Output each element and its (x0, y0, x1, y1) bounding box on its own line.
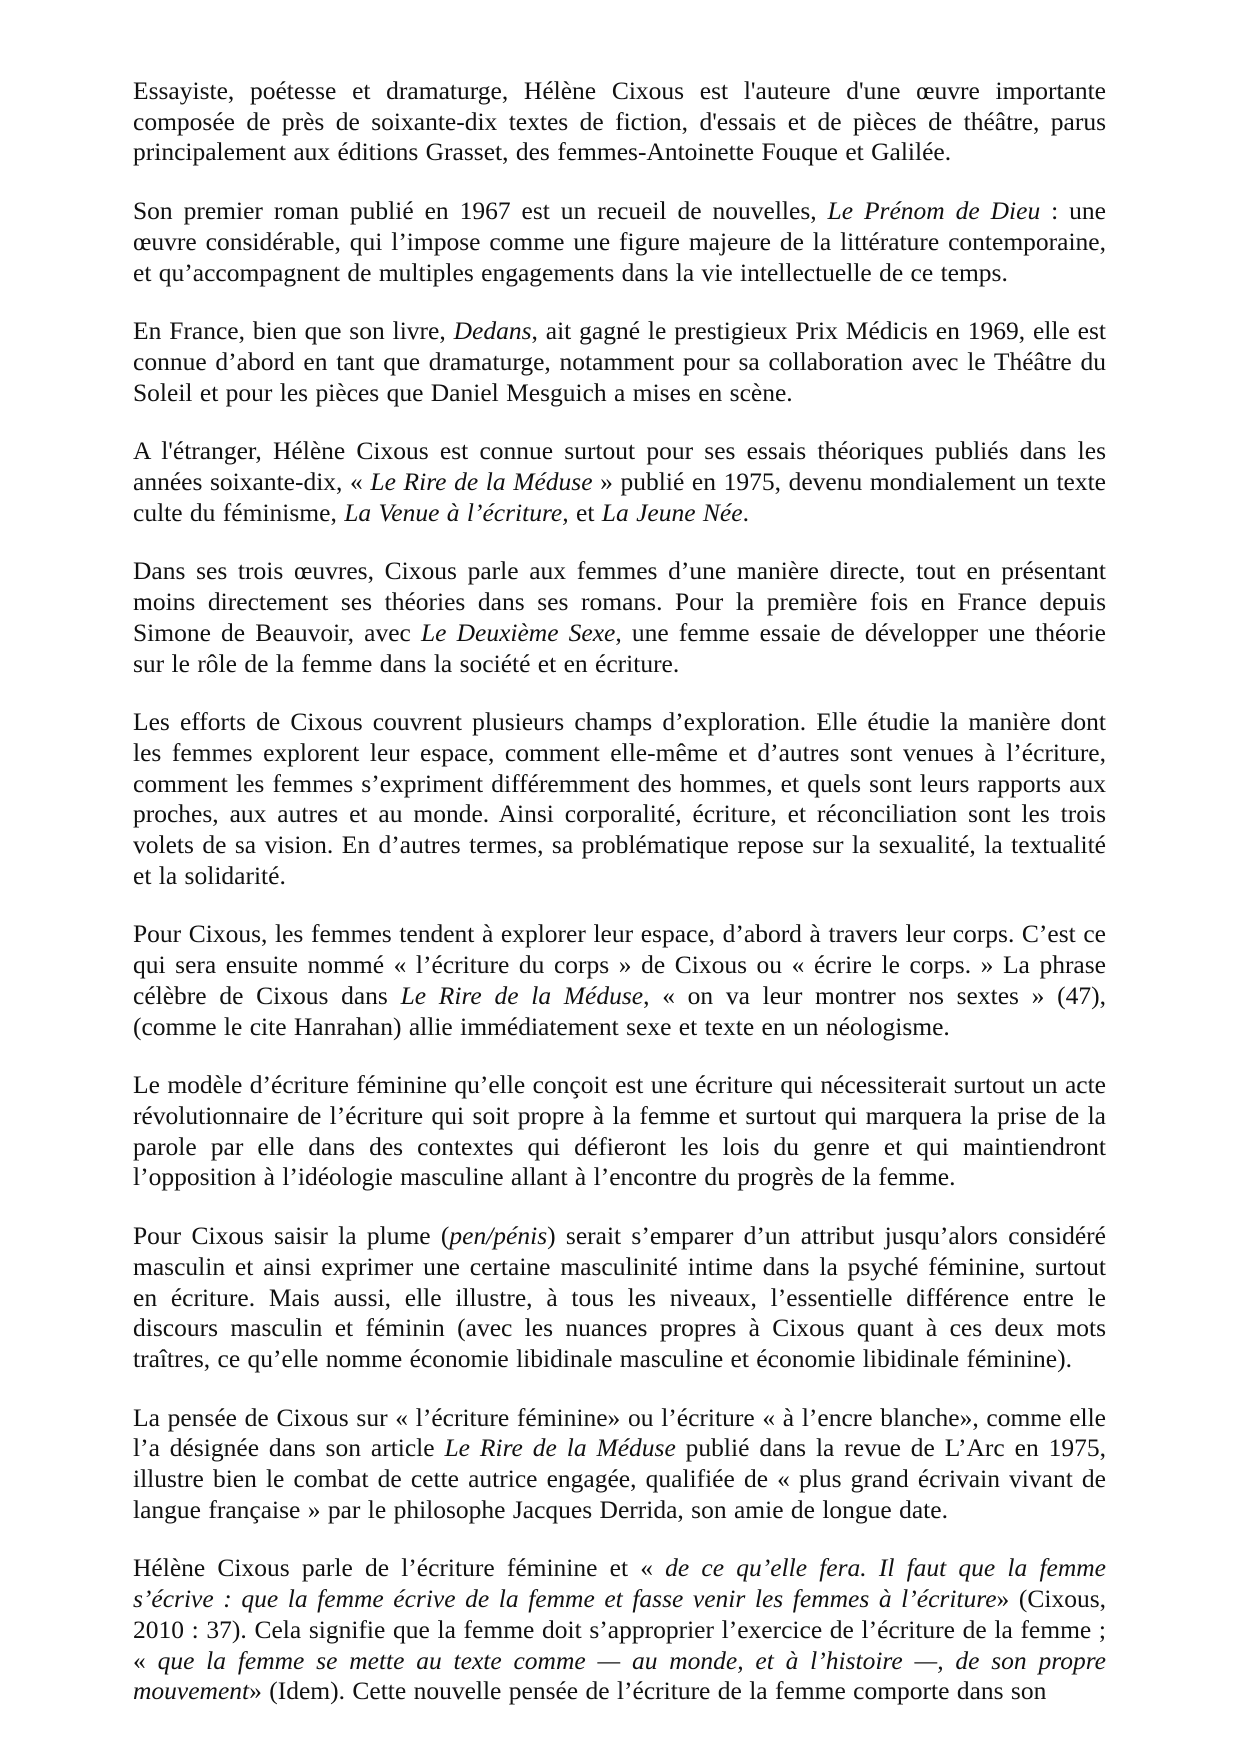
text-run: Dans ses trois œuvres, Cixous parle aux femmes d’une manière directe, tout en présentant moins directement ses théories dans ses romans. Pour la première fois en France depuis Simone de Beauvoir, avec (133, 556, 1106, 647)
text-run: Le modèle d’écriture féminine qu’elle conçoit est une écriture qui nécessiterait surtout un acte révolutionnaire de l’écriture qui soit propre à la femme et surtout qui marquera la prise de la parole par elle dans des contextes qui défieront les lois du genre et qui maintiendront l’opposition à l’idéologie masculine allant à l’encontre du progrès de la femme. (133, 1070, 1106, 1192)
text-run: La pensée de Cixous sur « l’écriture féminine» ou l’écriture « à l’encre blanche», comme elle l’a désignée dans son article (133, 1402, 1106, 1463)
italic-text-run: La Jeune Née (601, 497, 743, 527)
text-run: et (568, 497, 602, 527)
italic-text-run: Le Rire de la Méduse (370, 467, 593, 497)
paragraph (133, 919, 1106, 1042)
paragraph (133, 556, 1106, 679)
italic-text-run: Le Rire de la Méduse (400, 980, 644, 1010)
paragraph (133, 436, 1106, 528)
text-run: » (Cixous, 2010 : 37). Cela signifie que la femme doit s’approprier l’exercice de l’écriture de la femme ; « (133, 1584, 1106, 1675)
text-run: A l'étranger, Hélène Cixous est connue surtout pour ses essais théoriques publiés dans les années soixante-dix, « (133, 436, 1106, 497)
document-body (133, 76, 1106, 1707)
text-run: publié dans la revue de L’Arc en 1975, illustre bien le combat de cette autrice engagée, qualifiée de « plus grand écrivain vivant de langue française » par le philosophe Jacques Derrida, son amie de longue date. (133, 1433, 1106, 1524)
paragraph (133, 316, 1106, 408)
text-run: » (Idem). Cette nouvelle pensée de l’écriture de la femme comporte dans son (249, 1676, 1047, 1706)
text-run: , « on va leur montrer nos sextes » (47), (comme le cite Hanrahan) allie immédiatement sexe et texte en un néologisme. (133, 980, 1106, 1041)
italic-text-run: Dedans (453, 316, 532, 346)
text-run: Pour Cixous saisir la plume ( (133, 1221, 450, 1251)
text-run: , une femme essaie de développer une théorie sur le rôle de la femme dans la société et en écriture. (133, 617, 1106, 678)
paragraph (133, 1403, 1106, 1526)
paragraph (133, 1221, 1106, 1375)
paragraph (133, 707, 1106, 891)
text-run: Son premier roman publié en 1967 est un recueil de nouvelles, (133, 196, 828, 226)
text-run: Pour Cixous, les femmes tendent à explorer leur espace, d’abord à travers leur corps. C’est ce qui sera ensuite nommé « l’écriture du corps » de Cixous ou « écrire le corps. » La phrase célèbre de Cixous dans (133, 919, 1106, 1010)
italic-text-run: La Venue à l’écriture, (344, 497, 569, 527)
paragraph (133, 196, 1106, 288)
text-run: Hélène Cixous parle de l’écriture féminine et « (133, 1553, 666, 1583)
italic-text-run: que la femme se mette au texte comme — au monde, et à l’histoire —, de son propre mouvement (133, 1645, 1107, 1706)
text-run: : une œuvre considérable, qui l’impose comme une figure majeure de la littérature contemporaine, et qu’accompagnent de multiples engagements dans la vie intellectuelle de ce temps. (133, 196, 1106, 287)
italic-text-run: Le Prénom de Dieu (827, 196, 1041, 226)
text-run: , ait gagné le prestigieux Prix Médicis en 1969, elle est connue d’abord en tant que dramaturge, notamment pour sa collaboration avec le Théâtre du Soleil et pour les pièces que Daniel Mesguich a mises en scène. (133, 316, 1107, 407)
text-run: Essayiste, poétesse et dramaturge, Hélène Cixous est l'auteure d'une œuvre importante composée de près de soixante-dix textes de fiction, d'essais et de pièces de théâtre, parus principalement aux éditions Grasset, des femmes-Antoinette Fouque et Galilée. (133, 76, 1106, 167)
text-run: ) serait s’emparer d’un attribut jusqu’alors considéré masculin et ainsi exprimer une certaine masculinité intime dans la psyché féminine, surtout en écriture. Mais aussi, elle illustre, à tous les niveaux, l’essentielle différence entre le discours masculin et féminin (avec les nuances propres à Cixous quant à ces deux mots traîtres, ce qu’elle nomme économie libidinale masculine et économie libidinale féminine). (133, 1221, 1106, 1373)
paragraph (133, 1553, 1106, 1707)
italic-text-run: Le Deuxième Sexe (420, 617, 616, 647)
italic-text-run: pen/pénis (449, 1221, 548, 1251)
text-run: » publié en 1975, devenu mondialement un texte culte du féminisme, (133, 467, 1106, 527)
paragraph (133, 1070, 1106, 1193)
text-run: En France, bien que son livre, (133, 316, 454, 346)
text-run: Les efforts de Cixous couvrent plusieurs champs d’exploration. Elle étudie la manière dont les femmes explorent leur espace, comment elle-même et d’autres sont venues à l’écriture, comment les femmes s’expriment différemment des hommes, et quels sont leurs rapports aux proches, aux autres et au monde. Ainsi corporalité, écriture, et réconciliation sont les trois volets de sa vision. En d’autres termes, sa problématique repose sur la sexualité, la textualité et la solidarité. (133, 707, 1106, 890)
text-run: . (742, 497, 749, 527)
italic-text-run: Le Rire de la Méduse (444, 1433, 676, 1463)
paragraph (133, 76, 1106, 168)
italic-text-run: de ce qu’elle fera. Il faut que la femme s’écrive : que la femme écrive de la femme et fasse venir les femmes à l’écriture (133, 1553, 1106, 1614)
